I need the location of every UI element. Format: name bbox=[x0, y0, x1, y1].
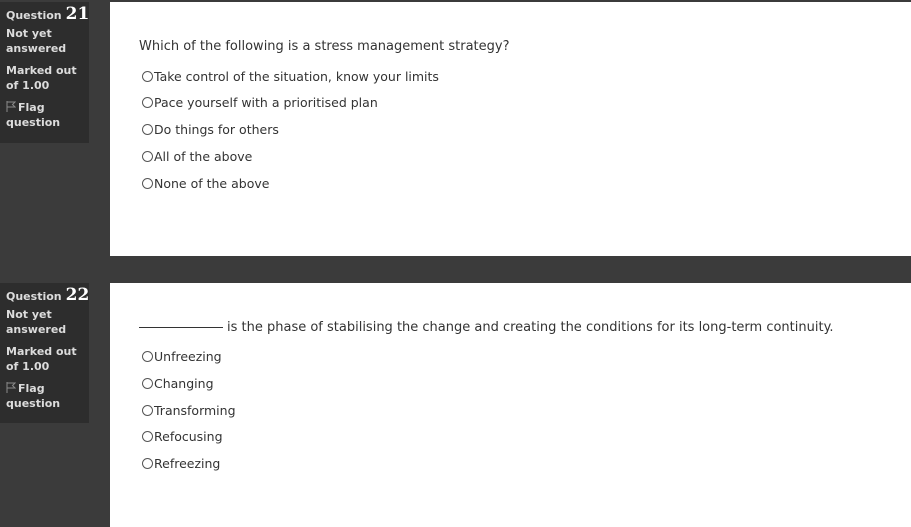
question-grade: Marked out of 1.00 bbox=[6, 64, 77, 92]
question-number bbox=[6, 4, 90, 24]
question-label: Question bbox=[6, 9, 62, 22]
answer-option[interactable] bbox=[142, 348, 222, 365]
flag-question-button[interactable] bbox=[6, 100, 89, 130]
answer-option[interactable] bbox=[142, 121, 279, 138]
flag-icon bbox=[6, 382, 16, 393]
answer-option-label: All of the above bbox=[154, 149, 253, 164]
radio-button-icon[interactable] bbox=[142, 378, 153, 389]
answer-option-label: Refocusing bbox=[154, 429, 223, 444]
radio-button-icon[interactable] bbox=[142, 458, 153, 469]
answer-option-label: None of the above bbox=[154, 176, 270, 191]
answer-option-label: Transforming bbox=[154, 403, 236, 418]
answer-option[interactable] bbox=[142, 94, 378, 111]
answer-option[interactable] bbox=[142, 68, 439, 85]
radio-button-icon[interactable] bbox=[142, 351, 153, 362]
question-number-value: 22 bbox=[65, 285, 90, 305]
answer-option[interactable] bbox=[142, 148, 252, 165]
radio-button-icon[interactable] bbox=[142, 97, 153, 108]
answer-option[interactable] bbox=[142, 402, 236, 419]
answer-option[interactable] bbox=[142, 375, 214, 392]
radio-button-icon[interactable] bbox=[142, 124, 153, 135]
question-number-value: 21 bbox=[65, 4, 90, 24]
question-text-body: is the phase of stabilising the change and creating the conditions for its long-term continuity. bbox=[227, 320, 834, 335]
answer-option[interactable] bbox=[142, 428, 223, 445]
question-content-21 bbox=[110, 2, 911, 256]
question-text: Which of the following is a stress management strategy? bbox=[139, 39, 510, 54]
question-state: Not yet answered bbox=[6, 27, 67, 55]
answer-option-label: Take control of the situation, know your limits bbox=[154, 69, 439, 84]
radio-button-icon[interactable] bbox=[142, 431, 153, 442]
answer-option-label: Pace yourself with a prioritised plan bbox=[154, 95, 378, 110]
question-label: Question bbox=[6, 290, 62, 303]
question-state: Not yet answered bbox=[6, 308, 67, 336]
flag-question-button[interactable] bbox=[6, 381, 89, 411]
question-info-21 bbox=[0, 2, 89, 143]
radio-button-icon[interactable] bbox=[142, 71, 153, 82]
flag-question-label: Flag question bbox=[6, 101, 61, 129]
question-content-22 bbox=[110, 283, 911, 527]
answer-option-label: Do things for others bbox=[154, 122, 279, 137]
answer-option[interactable] bbox=[142, 175, 269, 192]
flag-icon bbox=[6, 101, 16, 112]
radio-button-icon[interactable] bbox=[142, 151, 153, 162]
answer-option-label: Refreezing bbox=[154, 456, 221, 471]
question-grade: Marked out of 1.00 bbox=[6, 345, 77, 373]
answer-option-label: Changing bbox=[154, 376, 214, 391]
fill-in-blank bbox=[139, 327, 223, 328]
question-number bbox=[6, 285, 90, 305]
radio-button-icon[interactable] bbox=[142, 178, 153, 189]
answer-option-label: Unfreezing bbox=[154, 349, 222, 364]
question-info-22 bbox=[0, 283, 89, 423]
flag-question-label: Flag question bbox=[6, 382, 61, 410]
radio-button-icon[interactable] bbox=[142, 405, 153, 416]
answer-option[interactable] bbox=[142, 455, 220, 472]
question-text bbox=[139, 319, 834, 336]
